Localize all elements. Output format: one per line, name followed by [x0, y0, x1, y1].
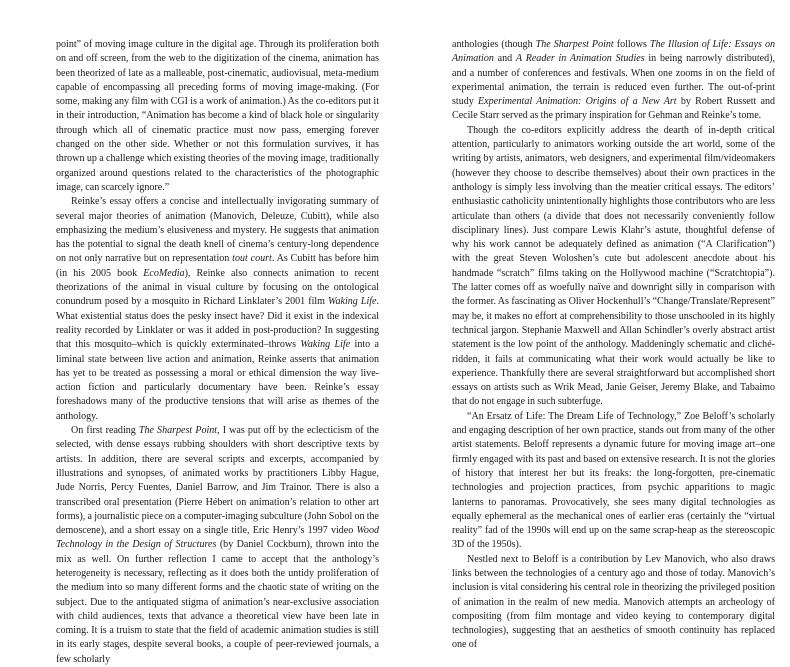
paragraph-text: . What existential status does the pesky insect have? Did it exist in the indexical reality recorded by Linklater or was it added in post-production? In suggesting that this mosquito–which is quickly exterminated–throws [56, 296, 380, 351]
paragraph-text: (by Daniel Cockburn), thrown into the mix as well. On further reflection I came to accept that the anthology’s heterogeneity is necessary, reflecting as it does both the untidy proliferation of the medium into so many different forms and the chaotic state of writing on the subject. Due to the antiquated stigma of animation’s near-exclusive association with child audiences, texts that advance a theoretical view have been late in coming. It is a truism to state that the field of academic animation studies is still in its early stages, despite several books, a couple of peer-reviewed journals, a few scholarly [56, 539, 380, 665]
paragraph-text: in being narrowly distributed), and a number of conferences and festivals. When one zooms in on the field of experimental animation, the terrain is reduced even further. The out-of-print study [452, 53, 775, 108]
paragraph-text: ), Reinke also connects animation to recent theorizations of the animal in visual culture by focusing on the ontological conundrum posed by a mosquito in Richard Linklater’s 2001 film [56, 267, 380, 308]
paragraph-text: . As Cubitt has before him (in his 2005 book [56, 253, 379, 279]
paragraph-text: anthologies (though [452, 39, 536, 50]
paragraph-text: , I was put off by the eclecticism of the selected, with dense essays rubbing shoulders with short descriptive texts by artists. In addition, there are several scripts and excerpts, accompanied by illustrations and synopses, of animated works by practitioners Libby Hague, Jude Norris, Percy Fuentes, Daniel Barrow, and Jim Trainor. There is also a transcribed oral presentation (Pierre Hébert on animation’s relation to other art forms), a journalistic piece on a computer-imaging subculture (John Sobol on the demoscene), and a short essay on a single title, Eric Henry’s 1997 video [56, 425, 379, 537]
paragraph-text: “An Ersatz of Life: The Dream Life of Technology,” Zoe Beloff’s scholarly and engaging description of her own practice, stands out from many of the other artist statements. Beloff represents a dynamic future for moving image art–one firmly engaged with its past and based on extensive research. It is not the glories of history that interest her but its freaks: the long-forgotten, pre-cinematic technologies and projection practices, from psychic apparitions to magic lanterns to panoramas. Provocatively, she sees many digital technologies as equally ephemeral as the mechanical ones of earlier eras (certainly the “virtual reality” fad of the 1990s will end up on the same scrap-heap as the stereoscopic 3D of the 1950s). [452, 410, 775, 551]
body-paragraph [452, 553, 775, 653]
italic-title-text: Waking Life [300, 339, 351, 351]
paragraph-text: and [493, 53, 516, 65]
body-paragraph [56, 424, 379, 667]
italic-title-text: tout court [232, 253, 272, 265]
paragraph-text: follows [613, 39, 650, 50]
paragraph-text: On first reading [71, 425, 139, 437]
paragraph-text: into a liminal state between live action and animation, Reinke asserts that animation has yet to be treated as possessing a moral or ethical dimension the way live-action fiction and particularly documentary have been. Reinke’s essay foreshadows many of the productive tensions that will arise as themes of the anthology. [56, 339, 380, 422]
italic-title-text: A Reader in Animation Studies [515, 53, 645, 65]
italic-title-text: Waking Life [328, 296, 377, 308]
italic-title-text: Wood Technology in the Design of Structures [56, 525, 379, 551]
italic-title-text: The Illusion of Life: Essays on Animation [452, 39, 775, 65]
italic-title-text: Experimental Animation: Origins of a New Art [478, 96, 677, 108]
body-paragraph [56, 195, 379, 424]
italic-title-text: The Sharpest Point [138, 425, 218, 437]
italic-title-text: The Sharpest Point [535, 39, 614, 50]
body-paragraph [56, 38, 379, 195]
paragraph-text: Reinke’s essay offers a concise and intellectually invigorating summary of several major theories of animation (Manovich, Deleuze, Cubitt), while also emphasizing the medium’s elusiveness and mystery. He suggests that animation has the potential to signal the death knell of cinema’s century-long dependence on not only narrative but on representation [56, 196, 379, 265]
paragraph-text: Though the co-editors explicitly address the dearth of in-depth critical attention, particularly to animators working outside the art world, some of the writing by artists, animators, web designers, and experimental film/videomakers (however they choose to describe themselves) about their own practices in the anthology is simply less involving than the meatier critical essays. The editors’ enthusiastic catholicity unintentionally highlights those contributors who are less articulate than others (a divide that does not necessarily conveniently follow disciplinary lines). Just compare Lewis Klahr’s astute, thoughtful defense of why his work cannot be adequately defined as animation (“A Clarification”) with the great Steven Woloshen’s cute but adolescent anecdote about his handmade “scratch” films taking on the Hollywood machine (“Scratchtopia”). The latter comes off as woefully naïve and downright silly in comparison with the former. As fascinating as Oliver Hockenhull’s “Change/Translate/Represent” may be, it makes no effort at comprehensibility to those unschooled in its highly technical jargon. Stephanie Maxwell and Allan Schindler’s overly abstract artist statement is the low point of the anthology. Maddeningly schematic and cliché-ridden, it fails at communicating what their work would actually be like to experience. Thankfully there are several straightforward but accomplished short essays on artists such as Wrik Mead, Janie Geiser, Jeremy Blake, and Tabaimo that do not engage in such subterfuge. [452, 124, 775, 408]
body-paragraph [452, 38, 775, 124]
body-paragraph [452, 410, 775, 553]
paragraph-text: point” of moving image culture in the digital age. Through its proliferation both on and off screen, from the web to the digitization of the cinema, animation has been theorized of late as a malleable, post-cinematic, audiovisual, meta-medium capable of encompassing all preceding forms of moving image-making. (For some, making any film with CGI is a work of animation.) As the co-editors put it in their introduction, “Animation has become a kind of black hole or singularity through which all of cinematic practice must now pass, emerging forever changed on the other side. Whether or not this formulation survives, it has thrown up a challenge which existing theories of the moving image, traditionally organized around questions related to the characteristics of the photographic image, can scarcely ignore.” [56, 39, 379, 193]
paragraph-text: Nestled next to Beloff is a contribution by Lev Manovich, who also draws links between the technologies of a century ago and those of today. Manovich’s inclusion is vital considering his central role in theorizing the privileged position of animation in the realm of new media. Manovich attempts an archeology of compositing (from film montage and video keying to contemporary digital technologies), suggesting that an aesthetics of smooth continuity has replaced one of [452, 553, 775, 651]
right-page-column [452, 38, 775, 653]
left-page-column [56, 38, 379, 667]
paragraph-text: by Robert Russett and Cecile Starr served as the primary inspiration for Gehman and Reinke’s tome. [452, 96, 776, 122]
italic-title-text: EcoMedia [143, 267, 185, 279]
body-paragraph [452, 124, 775, 410]
